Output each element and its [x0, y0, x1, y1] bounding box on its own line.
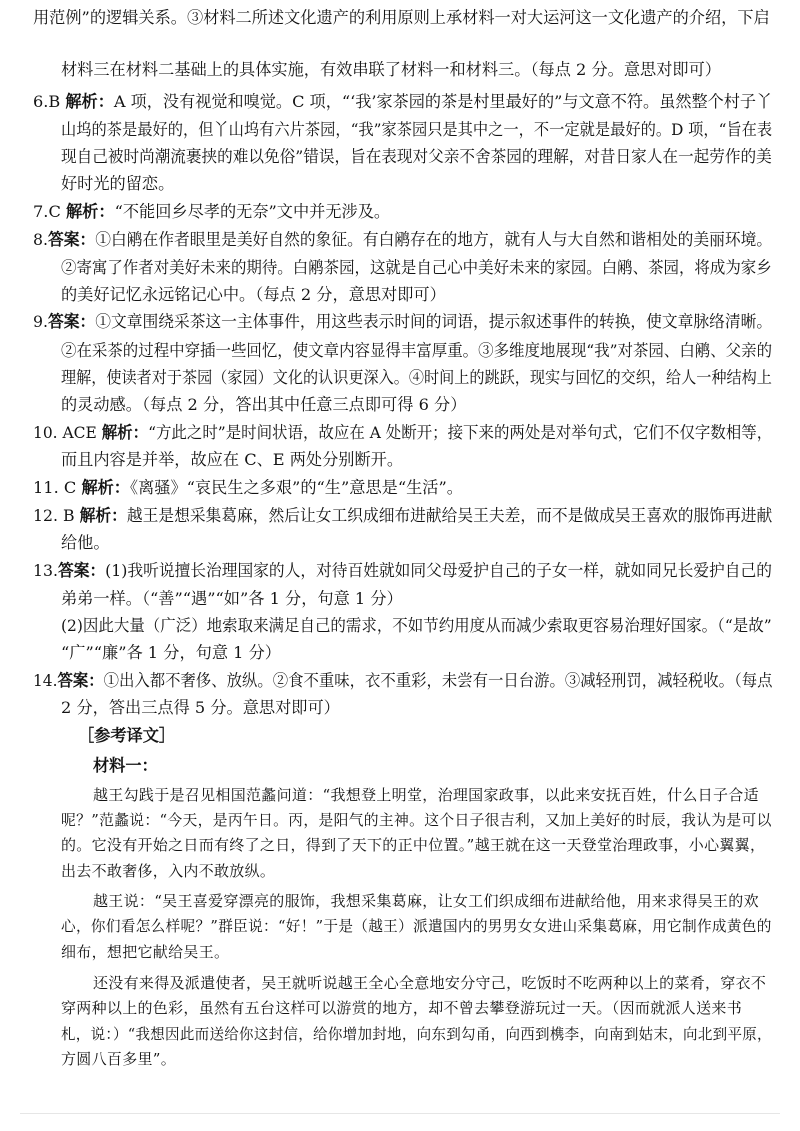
item-text: 越王是想采集葛麻，然后让女工织成细布进献给吴王夫差，而不是做成吴王喜欢的服饰再进献: [126, 506, 773, 525]
text-line: 的美好记忆永远铭记心中。（每点 2 分，意思对即可）: [61, 285, 446, 304]
answer-item-7: [33, 198, 390, 225]
translation-line: 出去不敢奢侈，入内不敢放纵。: [61, 862, 276, 880]
item-number: 13.: [33, 561, 59, 580]
reference-translation-heading: ［参考译文］: [78, 726, 176, 745]
text-line: 山坞的茶是最好的，但丫山坞有六片茶园，“我”家茶园只是其中之一，不一定就是最好的。D 项，“旨在表: [61, 120, 773, 139]
translation-line: 越王勾践于是召见相国范蠡问道：“我想登上明堂，治理国家政事，以此来安抚百姓，什么日子合适: [93, 786, 759, 804]
translation-line: 细布，想把它献给吴王。: [61, 943, 230, 961]
text-line: 而且内容是并举，故应在 C、E 两处分别断开。: [61, 450, 404, 469]
item-text: “方此之时”是时间状语，故应在 A 处断开；接下来的两处是对举句式，它们不仅字数相等，: [148, 423, 773, 442]
text-line: 弟弟一样。（“善”“遇”“如”各 1 分，句意 1 分）: [61, 589, 403, 608]
item-text: (1)我听说擅长治理国家的人，对待百姓就如同父母爱护自己的子女一样，就如同兄长爱护自己的: [105, 561, 772, 580]
answer-item-11: [33, 474, 463, 501]
text-line: 现自己被时尚潮流裹挟的难以免俗”错误，旨在表现对父亲不舍茶园的理解，对昔日家人在一起劳作的美: [61, 147, 772, 166]
material-one-heading: 材料一：: [93, 756, 158, 775]
item-label: 答案：: [58, 561, 106, 580]
item-text: 《离骚》“哀民生之多艰”的“生”意思是“生活”。: [130, 478, 463, 497]
translation-line: 呢？”范蠡说：“今天，是丙午日。丙，是阳气的主神。这个日子很吉利，又加上美好的时辰，我认为是可以: [61, 811, 772, 829]
item-text: “不能回乡尽孝的无奈”文中并无涉及。: [114, 202, 391, 221]
item-label: 解析：: [101, 423, 149, 442]
item-label: 答案：: [48, 312, 96, 331]
translation-line: 的。它没有开始之日而有终了之日，得到了天下的正中位置。”越王就在这一天登堂治理政事，小心翼翼，: [61, 836, 766, 854]
text-line: 用范例”的逻辑关系。③材料二所述文化遗产的利用原则上承材料一对大运河这一文化遗产的介绍，下启: [33, 8, 770, 27]
text-line: (2)因此大量（广泛）地索取来满足自己的需求，不如节约用度从而减少索取更容易治理好国家。（“是故”: [61, 616, 772, 635]
translation-line: 方圆八百多里”。: [61, 1050, 177, 1068]
answer-item-6: [33, 88, 772, 115]
item-text: A 项，没有视觉和嗅觉。C 项，“‘我’家茶园的茶是村里最好的”与文意不符。虽然整个村子丫: [113, 92, 773, 111]
item-label: 解析：: [79, 506, 127, 525]
text-line: ②在采茶的过程中穿插一些回忆，使文章内容显得丰富厚重。③多维度地展现“我”对茶园、白鹇、父亲的: [61, 341, 773, 360]
answer-item-13: [33, 557, 772, 584]
text-line: 材料三在材料二基础上的具体实施，有效串联了材料一和材料三。（每点 2 分。意思对即可）: [61, 60, 721, 79]
item-label: 答案：: [57, 671, 104, 690]
item-label: 解析：: [65, 92, 114, 111]
item-number: 6.B: [33, 92, 61, 111]
item-number: 8.: [33, 230, 49, 249]
item-number: 14.: [33, 671, 58, 690]
text-line: 的灵动感。（每点 2 分，答出其中任意三点即可得 6 分）: [61, 395, 467, 414]
translation-line: 越王说：“吴王喜爱穿漂亮的服饰，我想采集葛麻，让女工们织成细布进献给他，用来求得吴王的欢: [93, 892, 759, 910]
item-number: 9.: [33, 312, 49, 331]
text-line: 理解，使读者对于茶园（家园）文化的认识更深入。④时间上的跳跃，现实与回忆的交织，给人一种结构上: [61, 368, 772, 387]
answer-item-12: [33, 502, 772, 529]
text-line: 给他。: [61, 533, 110, 552]
text-line: 2 分，答出三点得 5 分。意思对即可）: [61, 698, 340, 717]
item-number: 11. C: [33, 478, 77, 497]
answer-item-14: [33, 667, 772, 694]
page-bottom-divider: [20, 1113, 780, 1114]
item-label: 解析：: [81, 478, 130, 497]
item-number: 10. ACE: [33, 423, 97, 442]
item-number: 7.C: [33, 202, 61, 221]
item-text: ①白鹇在作者眼里是美好自然的象征。有白鹇存在的地方，就有人与大自然和谐相处的美丽环境。: [95, 230, 773, 249]
item-number: 12. B: [33, 506, 75, 525]
translation-line: 穿两种以上的色彩，虽然有五台这样可以游赏的地方，却不曾去攀登游玩过一天。（因而就派人送来书: [61, 999, 743, 1017]
answer-item-10: [33, 419, 772, 446]
translation-line: 札，说：）“我想因此而送给你这封信，给你增加封地，向东到勾甬，向西到槜李，向南到姑末，向北到平原，: [61, 1025, 772, 1043]
item-text: ①文章围绕采茶这一主体事件，用这些表示时间的词语，提示叙述事件的转换，使文章脉络清晰。: [95, 312, 773, 331]
item-label: 解析：: [66, 202, 115, 221]
answer-item-8: [33, 226, 772, 253]
item-text: ①出入都不奢侈、放纵。②食不重味，衣不重彩，未尝有一日台游。③减轻刑罚，减轻税收。（每点: [103, 671, 773, 690]
answer-item-9: [33, 308, 772, 335]
translation-line: 心，你们看怎么样呢？”群臣说：“好！”于是（越王）派遣国内的男男女女进山采集葛麻，用它制作成黄色的: [61, 917, 772, 935]
text-line: “广”“廉”各 1 分，句意 1 分）: [61, 643, 281, 662]
text-line: ②寄寓了作者对美好未来的期待。白鹇茶园，这就是自己心中美好未来的家园。白鹇、茶园，将成为家乡: [61, 258, 772, 277]
item-label: 答案：: [48, 230, 96, 249]
text-line: 好时光的留恋。: [61, 174, 175, 193]
translation-line: 还没有来得及派遣使者，吴王就听说越王全心全意地安分守己，吃饭时不吃两种以上的菜肴，穿衣不: [93, 974, 767, 992]
